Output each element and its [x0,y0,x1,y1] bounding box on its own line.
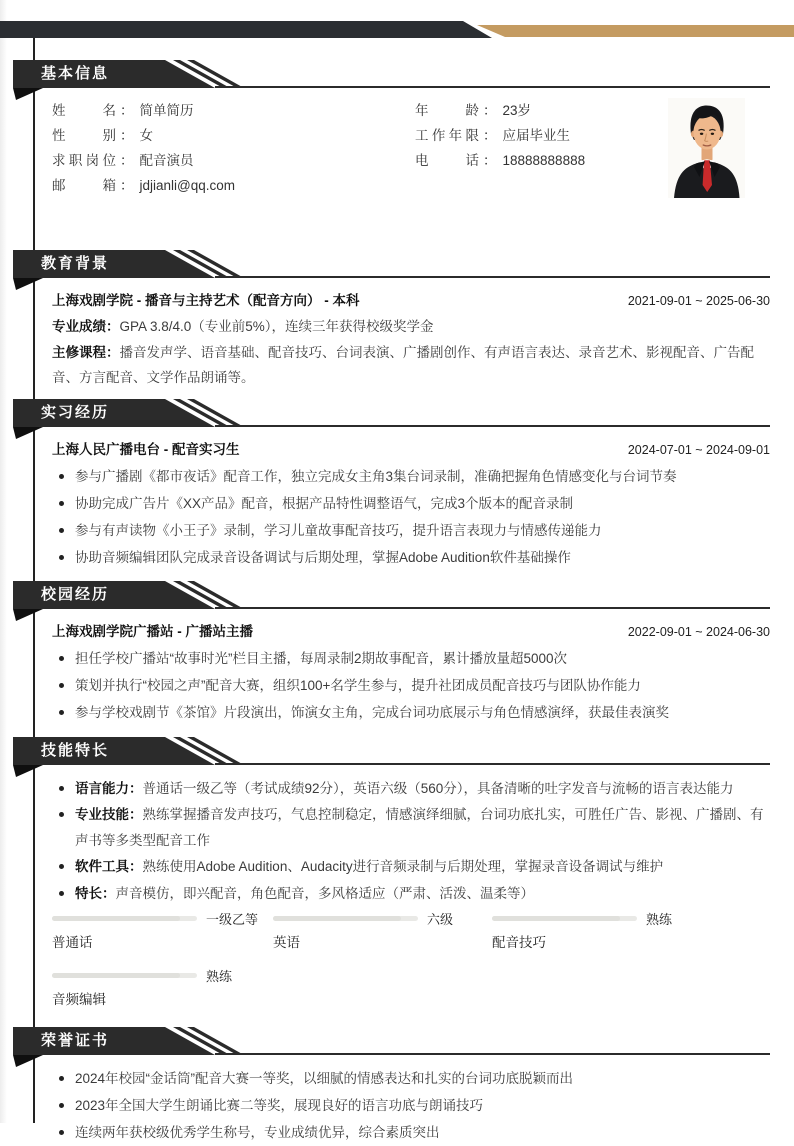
field-target-position [52,148,415,173]
honor-bullet: 连续两年获校级优秀学生称号，专业成绩优异，综合素质突出 [52,1119,770,1146]
skill-name: 配音技巧 [492,935,546,950]
education-entry-row [52,288,770,314]
skill-name: 英语 [273,935,300,950]
field-value: 23岁 [502,103,532,118]
field-label: 邮箱 [52,178,116,193]
section-skills [41,737,770,1011]
skill-progress-bar [52,916,197,921]
basic-info-grid [52,98,770,198]
section-title: 技能特长 [41,741,110,759]
skill-bar-mandarin [52,910,273,953]
section-title: 荣誉证书 [41,1032,110,1049]
section-title: 基本信息 [41,65,110,82]
internship-bullet: 参与有声读物《小王子》录制，学习儿童故事配音技巧，提升语言表现力与情感传递能力 [52,517,770,544]
field-label: 姓名 [52,103,116,118]
field-name [52,98,415,123]
section-title: 教育背景 [41,255,110,272]
line-lead: 主修课程： [52,344,120,360]
skill-bullet-talent [52,880,770,907]
section-campus [41,581,770,726]
honors-body [52,1065,770,1146]
education-body [52,288,770,391]
skill-bullet-professional [52,801,770,853]
field-label: 工作年限 [415,128,479,143]
skill-level: 六级 [427,911,454,927]
internship-date-range: 2024-07-01 ~ 2024-09-01 [627,442,770,457]
honor-bullet: 2024年校园“金话筒”配音大赛一等奖，以细腻的情感表达和扎实的台词功底脱颖而出 [52,1065,770,1092]
field-value: 应届毕业生 [502,128,570,143]
line-lead: 专业成绩： [52,319,120,334]
field-value: 18888888888 [502,153,586,168]
skill-bar-line [273,910,492,926]
skill-bullet-software [52,853,770,880]
section-header [13,1027,770,1055]
internship-entry-row [52,437,770,463]
section-title: 校园经历 [41,585,110,603]
bullet-text: 普通话一级乙等（考试成绩92分），英语六级（560分），具备清晰的吐字发音与流畅的语言表达能力 [142,780,734,796]
field-value: 女 [139,128,153,143]
internship-bullet: 参与广播剧《都市夜话》配音工作，独立完成女主角3集台词录制，准确把握角色情感变化与台词节奏 [52,463,770,490]
education-date-range: 2021-09-01 ~ 2025-06-30 [627,294,770,308]
internship-body [52,437,770,571]
line-text: GPA 3.8/4.0（专业前5%），连续三年获得校级奖学金 [119,319,434,334]
campus-body [52,619,770,726]
skill-bar-audio-editing [52,967,770,1010]
avatar-photo [668,98,745,198]
skill-progress-bar [273,916,418,921]
section-header [13,737,770,765]
bullet-lead: 专业技能： [75,807,143,822]
internship-bullet: 协助音频编辑团队完成录音设备调试与后期处理，掌握Adobe Audition软件基础操作 [52,544,770,571]
field-value: 配音演员 [139,153,194,168]
field-colon: ： [483,103,497,118]
field-value: jdjianli@qq.com [139,178,235,193]
internship-bullet: 协助完成广告片《XX产品》配音，根据产品特性调整语气，完成3个版本的配音录制 [52,490,770,517]
skill-bar-english [273,910,492,953]
field-colon: ： [120,153,134,168]
field-colon: ： [483,128,497,143]
field-label: 性别 [52,128,116,143]
internship-org-role: 上海人民广播电台 - 配音实习生 [52,441,240,457]
field-label: 电话 [415,153,479,168]
bullet-lead: 特长： [75,885,116,901]
section-header [13,250,770,278]
skill-bar-line [52,910,273,926]
campus-date-range: 2022-09-01 ~ 2024-06-30 [627,624,770,639]
skill-level: 熟练 [206,968,233,984]
campus-bullet: 担任学校广播站“故事时光”栏目主播，每周录制2期故事配音，累计播放量超5000次 [52,645,770,672]
bullet-text: 熟练使用Adobe Audition、Audacity进行音频录制与后期处理，掌握录音设备调试与维护 [142,859,664,874]
section-honors [41,1027,770,1146]
education-courses-line [52,340,770,391]
skill-bar-line [492,910,770,926]
section-internship [41,399,770,571]
skill-bullet-language [52,775,770,802]
school-and-major: 上海戏剧学院 - 播音与主持艺术（配音方向） - 本科 [52,293,360,308]
field-value: 简单简历 [139,103,194,118]
section-header [13,581,770,609]
resume-content [41,0,770,1146]
skill-level: 一级乙等 [206,911,259,927]
skill-bar-dubbing [492,910,770,953]
campus-org-role: 上海戏剧学院广播站 - 广播站主播 [52,623,253,639]
field-label: 年龄 [415,103,479,118]
section-rule [215,763,770,765]
campus-bullet: 策划并执行“校园之声”配音大赛，组织100+名学生参与，提升社团成员配音技巧与团队协作能力 [52,672,770,699]
skill-name: 音频编辑 [52,992,106,1007]
skill-name: 普通话 [52,935,93,950]
field-colon: ： [120,128,134,143]
section-title: 实习经历 [41,403,110,421]
skill-progress-bar [52,973,197,978]
basic-info-left-column [52,98,415,198]
field-gender [52,123,415,148]
section-rule [215,1053,770,1055]
section-rule [215,425,770,427]
skill-bars-row-1 [52,910,770,953]
bullet-text: 熟练掌握播音发声技巧，气息控制稳定，情感演绎细腻，台词功底扎实，可胜任广告、影视、广播剧、有声书等多类型配音工作 [75,807,764,848]
field-colon: ： [120,103,134,118]
field-colon: ： [483,153,497,168]
bullet-lead: 软件工具： [75,859,143,874]
skill-progress-bar [492,916,637,921]
field-colon: ： [120,178,134,193]
field-email [52,173,415,198]
section-rule [215,86,770,88]
bullet-text: 声音模仿，即兴配音，角色配音，多风格适应（严肃、活泼、温柔等） [115,885,534,901]
education-gpa-line [52,314,770,340]
skill-level: 熟练 [646,911,673,927]
section-basic-info [41,60,770,198]
section-education [41,250,770,391]
honor-bullet: 2023年全国大学生朗诵比赛二等奖，展现良好的语言功底与朗诵技巧 [52,1092,770,1119]
section-header [13,399,770,427]
section-rule [215,607,770,609]
section-header [13,60,770,88]
line-text: 播音发声学、语音基础、配音技巧、台词表演、广播剧创作、有声语言表达、录音艺术、影视配音、广告配音、方言配音、文学作品朗诵等。 [52,344,754,385]
bullet-lead: 语言能力： [75,780,143,796]
section-rule [215,276,770,278]
campus-bullet: 参与学校戏剧节《茶馆》片段演出，饰演女主角，完成台词功底展示与角色情感演绎，获最佳表演奖 [52,699,770,726]
skills-body [52,775,770,1011]
campus-entry-row [52,619,770,645]
field-label: 求职岗位 [52,153,116,168]
skill-bar-line [52,967,770,983]
basic-info-body [52,98,770,198]
